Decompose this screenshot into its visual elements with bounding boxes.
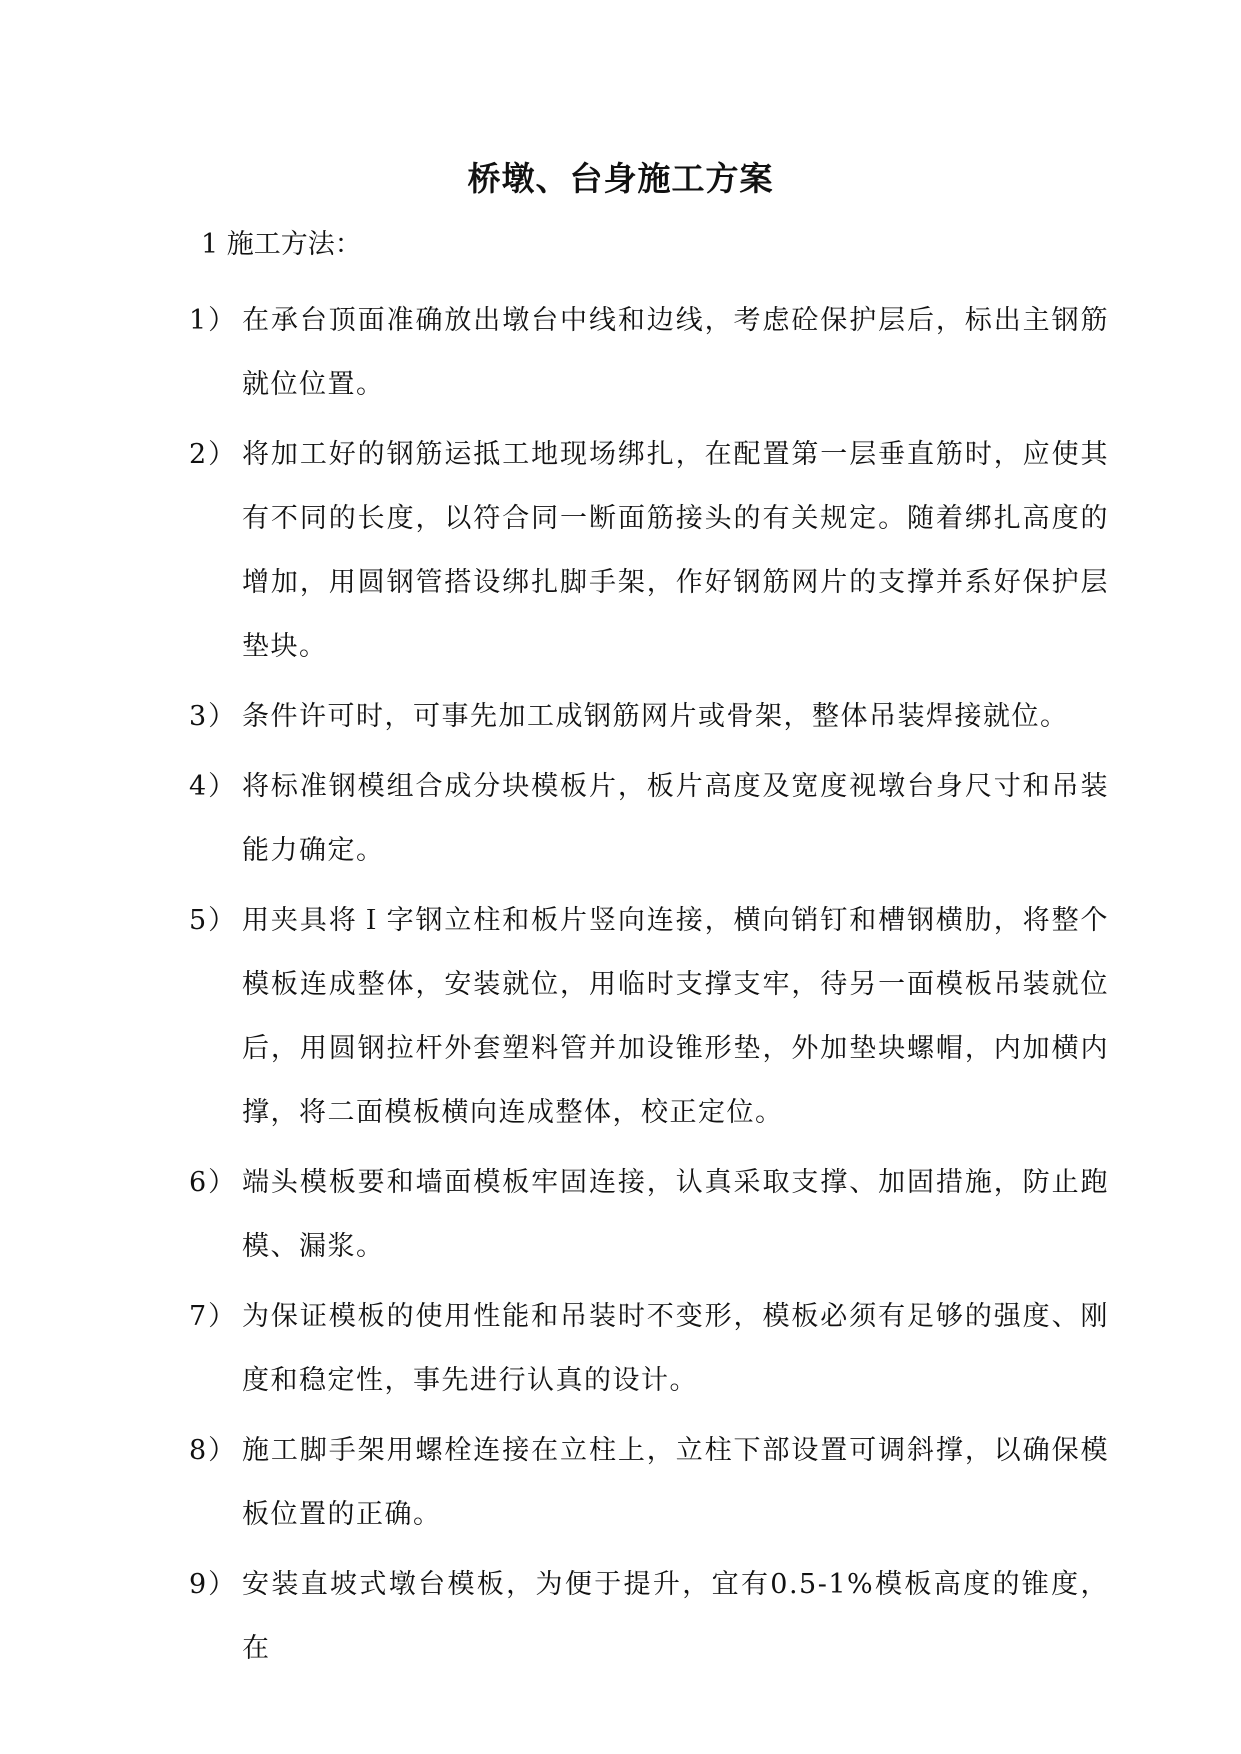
list-item (189, 1553, 1109, 1681)
item-text: 将加工好的钢筋运抵工地现场绑扎，在配置第一层垂直筋时，应使其有不同的长度，以符合同一断面筋接头的有关规定。随着绑扎高度的增加，用圆钢管搭设绑扎脚手架，作好钢筋网片的支撑并系好保护层垫块。 (242, 439, 1109, 662)
list-item (189, 1419, 1109, 1547)
item-text: 安装直坡式墩台模板，为便于提升，宜有0.5-1%模板高度的锥度，在 (242, 1569, 1109, 1664)
document-title: 桥墩、台身施工方案 (467, 159, 774, 198)
list-item (189, 289, 1109, 417)
item-number: 1） (189, 305, 238, 336)
item-text: 用夹具将Ｉ字钢立柱和板片竖向连接，横向销钉和槽钢横肋，将整个模板连成整体，安装就位，用临时支撑支牢，待另一面模板吊装就位后，用圆钢拉杆外套塑料管并加设锥形垫，外加垫块螺帽，内加横内撑，将二面模板横向连成整体，校正定位。 (242, 905, 1109, 1128)
item-number: 7） (189, 1301, 238, 1332)
item-text: 条件许可时，可事先加工成钢筋网片或骨架，整体吊装焊接就位。 (242, 701, 1069, 732)
item-number: 6） (189, 1167, 238, 1198)
list-item (189, 1151, 1109, 1279)
list-item (189, 423, 1109, 679)
item-number: 8） (189, 1435, 238, 1466)
list-item (189, 889, 1109, 1145)
item-text: 端头模板要和墙面模板牢固连接，认真采取支撑、加固措施，防止跑模、漏浆。 (242, 1167, 1109, 1262)
construction-steps-list (189, 289, 1109, 1687)
item-number: 5） (189, 905, 238, 936)
item-text: 将标准钢模组合成分块模板片，板片高度及宽度视墩台身尺寸和吊装能力确定。 (242, 771, 1109, 866)
item-number: 3） (189, 701, 238, 732)
item-number: 2） (189, 439, 238, 470)
item-text: 在承台顶面准确放出墩台中线和边线，考虑砼保护层后，标出主钢筋就位位置。 (242, 305, 1109, 400)
item-text: 为保证模板的使用性能和吊装时不变形，模板必须有足够的强度、刚度和稳定性，事先进行认真的设计。 (242, 1301, 1109, 1396)
item-text: 施工脚手架用螺栓连接在立柱上，立柱下部设置可调斜撑，以确保模板位置的正确。 (242, 1435, 1109, 1530)
list-item (189, 685, 1109, 749)
item-number: 4） (189, 771, 238, 802)
list-item (189, 755, 1109, 883)
item-number: 9） (189, 1569, 238, 1600)
section-heading: 1 施工方法： (201, 229, 362, 260)
list-item (189, 1285, 1109, 1413)
